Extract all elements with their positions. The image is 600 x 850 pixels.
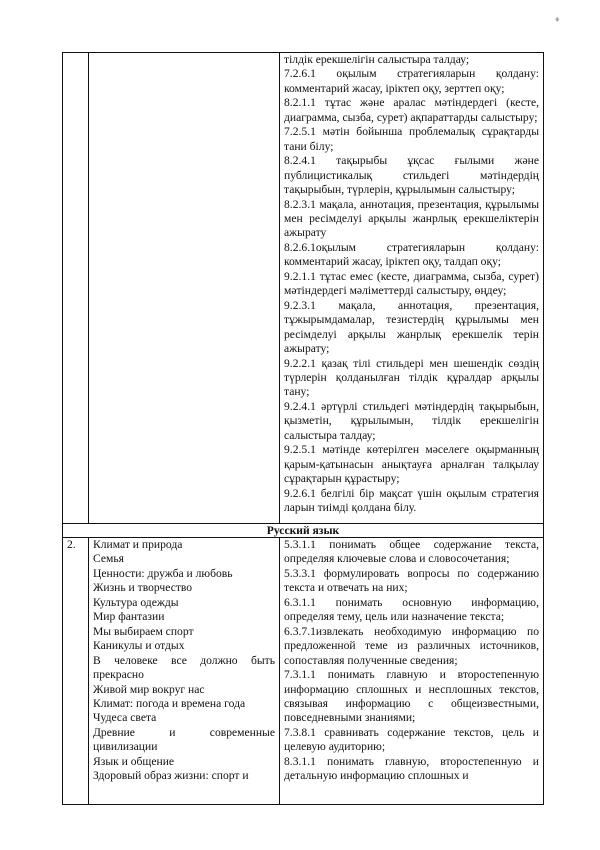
objective-item: 5.3.1.1 понимать общее содержание текста, определяя ключевые слова и словосочетания;: [284, 538, 539, 566]
topic-item: Климат: погода и времена года: [93, 696, 246, 710]
topic-item: Живой мир вокруг нас: [93, 682, 205, 696]
objective-item: 7.3.1.1 понимать главную и второстепенную информацию сплошных и несплошных текстов, связывая информацию с общеизвестными, повседневными знаниями;: [284, 668, 539, 725]
objectives-cell-kazakh: [280, 53, 544, 524]
topic-cell: [89, 53, 280, 524]
objective-item: 9.2.4.1 әртүрлі стильдегі мәтіндердің тақырыбын, қызметін, құрылымын, тілдік ерекшелігін салыстыра талдау;: [284, 399, 539, 442]
table-row-kazakh-continuation: [63, 53, 544, 524]
objective-item: 7.2.5.1 мәтін бойынша проблемалық сұрақтарды тани білу;: [284, 125, 539, 153]
curriculum-table: [62, 52, 544, 805]
topic-item: Мир фантазии: [93, 610, 165, 624]
objective-item: 8.2.4.1 тақырыбы ұқсас ғылыми және публицистикалық стильдегі мәтіндердің тақырыбын, түрлерін, құрылымын салыстыру;: [284, 154, 539, 197]
row-number: 2.: [63, 538, 89, 805]
objective-item: 9.2.3.1 мақала, аннотация, презентация, тұжырымдамалар, тезистердің құрылымы мен ресімделуі арқылы жанрлық ерекшелік терін ажырату;: [284, 298, 539, 356]
topic-item: Каникулы и отдых: [93, 639, 185, 653]
objective-item: тілдік ерекшелігін салыстыра талдау;: [284, 53, 470, 66]
objective-item: 5.3.3.1 формулировать вопросы по содержанию текста и отвечать на них;: [284, 566, 539, 595]
topic-item: В человеке все должно быть прекрасно: [93, 653, 275, 682]
objective-item: 9.2.1.1 тұтас емес (кесте, диаграмма, сызба, сурет) мәтіндердегі мәліметтерді салыстыру, өңдеу;: [284, 269, 539, 298]
topic-item: Древние и современные цивилизации: [93, 725, 275, 754]
objective-item: 8.3.1.1 понимать главную, второстепенную и детальную информацию сплошных и: [284, 754, 539, 783]
objective-item: 9.2.6.1 белгілі бір мақсат үшін оқылым стратегия ларын тиімді қолдана білу.: [284, 486, 539, 515]
table-row-russian: [63, 538, 544, 805]
objectives-cell-russian: [280, 538, 544, 805]
objective-item: 6.3.7.1извлекать необходимую информацию по предложенной теме из различных источников, сопоставляя полученные сведения;: [284, 624, 539, 667]
objective-item: 7.3.8.1 сравнивать содержание текстов, цель и целевую аудиторию;: [284, 725, 539, 754]
topics-cell: [89, 538, 280, 805]
page-mark: ♦: [555, 14, 560, 24]
objective-item: 8.2.3.1 мақала, аннотация, презентация, құрылымы мен ресімделуі арқылы жанрлық ерекшеліктерін ажырату: [284, 197, 539, 240]
topic-item: Семья: [93, 552, 124, 566]
objective-item: 8.2.6.1оқылым стратегияларын қолдану: комментарий жасау, іріктеп оқу, талдап оқу;: [284, 240, 539, 269]
topic-item: Жизнь и творчество: [93, 581, 193, 595]
objective-item: 9.2.5.1 мәтінде көтерілген мәселеге оқырманның қарым-қатынасын анықтауға арналған талқылау сұрақтарын құрастыру;: [284, 443, 539, 486]
objective-item: 7.2.6.1 оқылым стратегияларын қолдану: комментарий жасау, іріктеп оқу, зерттеп оқу;: [284, 67, 539, 95]
topic-item: Язык и общение: [93, 754, 175, 768]
topic-item: Ценности: дружба и любовь: [93, 566, 233, 580]
objective-item: 9.2.2.1 қазақ тілі стильдері мен шешендік сөздің түрлерін қолданылған тілдік құралдар арқылы тану;: [284, 356, 539, 399]
objective-item: 6.3.1.1 понимать основную информацию, определяя тему, цель или назначение текста;: [284, 595, 539, 624]
topic-item: Климат и природа: [93, 538, 183, 551]
section-title: Русский язык: [63, 524, 544, 538]
number-cell: [63, 53, 89, 524]
objective-item: 8.2.1.1 тұтас және аралас мәтіндердегі (кесте, диаграмма, сызба, сурет) ақпараттарды салыстыру;: [284, 96, 539, 124]
topic-item: Чудеса света: [93, 711, 157, 725]
topic-item: Культура одежды: [93, 595, 179, 609]
topic-item: Мы выбираем спорт: [93, 624, 194, 638]
section-header-row: [63, 524, 544, 538]
topic-item: Здоровый образ жизни: спорт и: [93, 769, 249, 783]
